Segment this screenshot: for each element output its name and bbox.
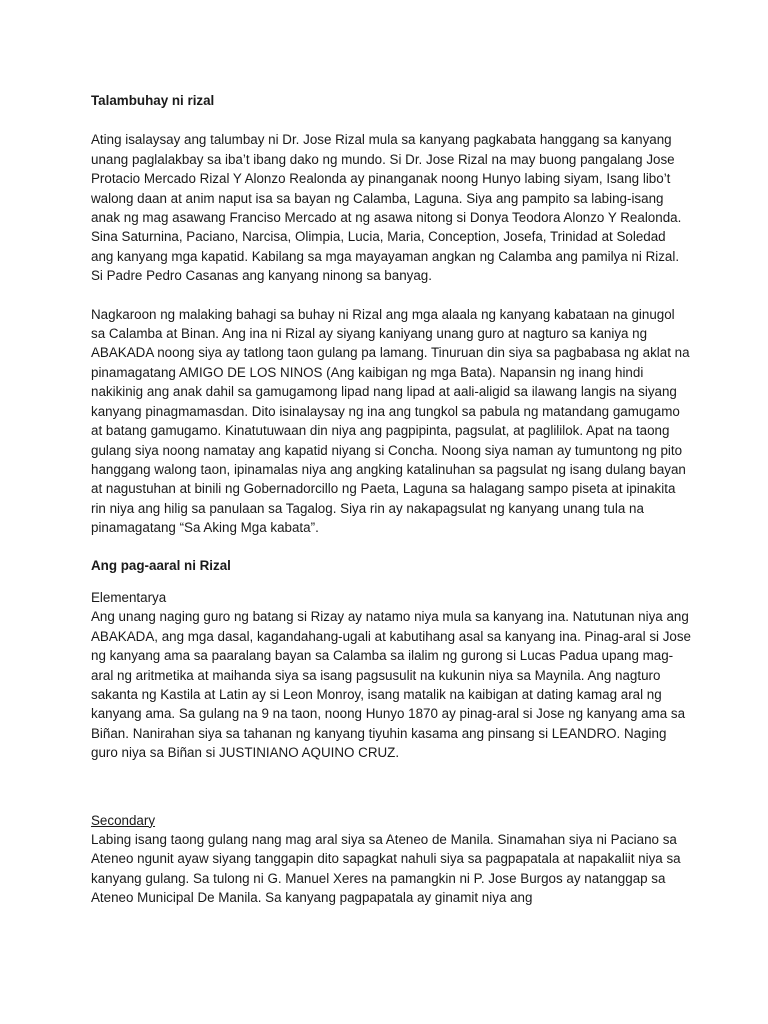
spacer xyxy=(91,286,691,305)
paragraph-secondary: Labing isang taong gulang nang mag aral siya sa Ateneo de Manila. Sinamahan siya ni Paciano sa Ateneo ngunit ayaw siyang tanggapin dito sapagkat nahuli siya sa pagpapatala at napakaliit niya sa kanyang gulang. Sa tulong ni G. Manuel Xeres na pamangkin ni P. Jose Burgos ay natanggap sa Ateneo Municipal De Manila. Sa kanyang pagpapatala ay ginamit niya ang xyxy=(91,832,681,906)
elementary-label: Elementarya xyxy=(91,589,167,605)
secondary-label: Secondary xyxy=(91,812,156,828)
paragraph-childhood: Nagkaroon ng malaking bahagi sa buhay ni Rizal ang mga alaala ng kanyang kabataan na ginugol sa Calamba at Binan. Ang ina ni Rizal ay siyang kaniyang unang guro at nagturo sa kaniya ng ABAKADA noong siya ay tatlong taon gulang pa lamang. Tinuruan din siya sa pagbabasa ng aklat na pinamagatang AMIGO DE LOS NINOS (Ang kaibigan ng mga Bata). Napansin ng inang hindi nakikinig ang anak dahil sa gamugamong lipad nang lipad at aali-aligid sa ilawang langis na siyang kanyang pinagmamasdan. Dito isinalaysay ng ina ang tungkol sa pabula ng matandang gamugamo at batang gamugamo. Kinatutuwaan din niya ang pagpipinta, pagsulat, at paglililok. Apat na taong gulang siya noong namatay ang kapatid niyang si Concha. Noong siya naman ay tumuntong ng pito hanggang walong taon, ipinamalas niya ang angking katalinuhan sa pagsulat ng isang dulang bayan at nagustuhan at binili ng Gobernadorcillo ng Paeta, Laguna sa halagang sampo piseta at ipinakita rin niya ang hilig sa panulaan sa Tagalog. Siya rin ay nakapagsulat ng kanyang unang tula na pinamagatang “Sa Aking Mga kabata”. xyxy=(91,306,690,536)
spacer xyxy=(91,538,691,556)
document-body xyxy=(91,91,691,908)
spacer xyxy=(91,575,691,588)
paragraph-intro: Ating isalaysay ang talumbay ni Dr. Jose Rizal mula sa kanyang pagkabata hanggang sa kanyang unang paglalakbay sa iba’t ibang dako ng mundo. Si Dr. Jose Rizal na may buong pangalang Jose Protacio Mercado Rizal Y Alonzo Realonda ay pinanganak noong Hunyo labing siyam, Isang libo’t walong daan at anim naput isa sa bayan ng Calamba, Laguna. Siya ang pampito sa labing-isang anak ng mag asawang Franciso Mercado at ng asawa nitong si Donya Teodora Alonzo Y Realonda. Sina Saturnina, Paciano, Narcisa, Olimpia, Lucia, Maria, Conception, Josefa, Trinidad at Soledad ang kanyang mga kapatid. Kabilang sa mga mayayaman angkan ng Calamba ang pamilya ni Rizal. Si Padre Pedro Casanas ang kanyang ninong sa banyag. xyxy=(91,132,682,284)
section-heading: Ang pag-aaral ni Rizal xyxy=(91,557,231,573)
spacer xyxy=(91,110,691,130)
paragraph-elementary: Ang unang naging guro ng batang si Rizay ay natamo niya mula sa kanyang ina. Natutunan niya ang ABAKADA, ang mga dasal, kagandahang-ugali at kabutihang asal sa kanyang ina. Pinag-aral si Jose ng kanyang ama sa paaralang bayan sa Calamba sa ilalim ng gurong si Lucas Padua upang mag-aral ng aritmetika at maihanda siya sa isang pagsusulit na kukunin niya sa Maynila. Ang nagturo sakanta ng Kastila at Latin ay si Leon Monroy, isang matalik na kaibigan at dating kamag aral ng kanyang ama. Sa gulang na 9 na taon, noong Hunyo 1870 ay pinag-aral si Jose ng kanyang ama sa Biñan. Nanirahan siya sa tahanan ng kanyang tiyuhin kasama ang pinsang si LEANDRO. Naging guro niya sa Biñan si JUSTINIANO AQUINO CRUZ. xyxy=(91,609,691,761)
spacer xyxy=(91,763,691,811)
document-title: Talambuhay ni rizal xyxy=(91,93,215,108)
